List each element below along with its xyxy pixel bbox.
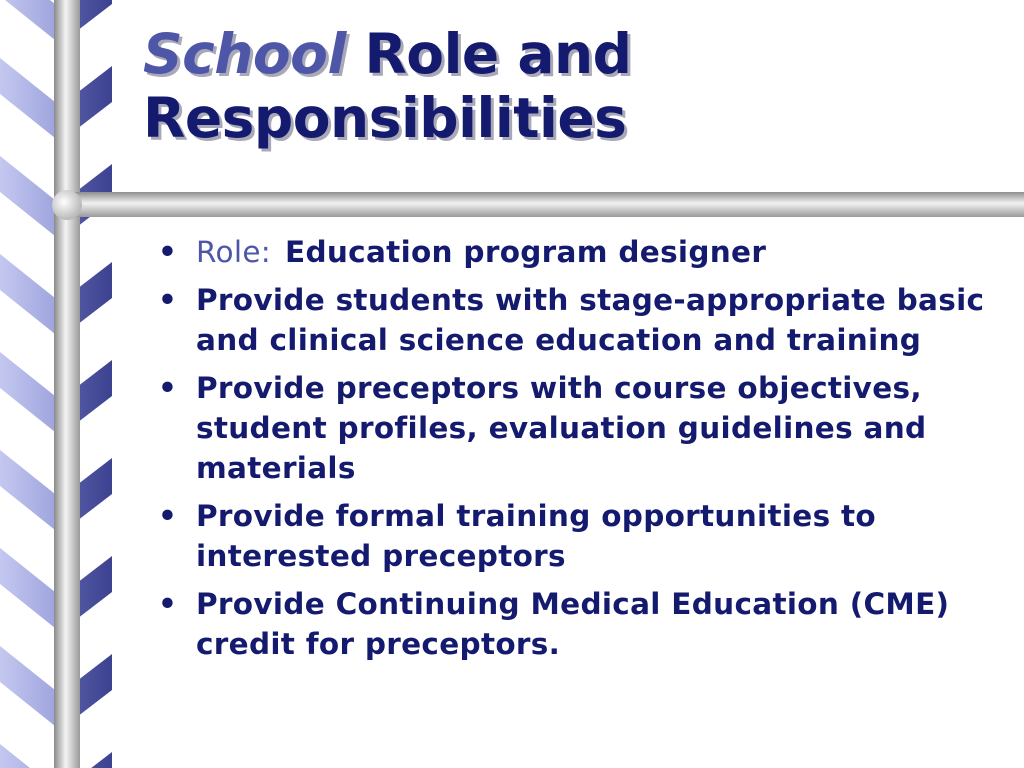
ribbon-segment-light <box>0 352 60 436</box>
bullet-text: Education program designer <box>285 235 767 269</box>
bullet-dot: • <box>158 587 178 621</box>
bullet-dot: • <box>158 235 178 269</box>
ribbon-segment-light <box>0 744 60 768</box>
bullet-dot: • <box>158 371 178 405</box>
horizontal-divider-bar <box>64 192 1024 217</box>
title-italic-word: School <box>143 22 346 86</box>
bullet-item-cme <box>158 584 988 664</box>
ribbon-segment-light <box>0 58 60 142</box>
title-rest: Role and Responsibilities <box>143 22 632 150</box>
bullet-item-training <box>158 496 988 576</box>
ribbon-segment-light <box>0 156 60 240</box>
bullet-text: Provide Continuing Medical Education (CME) credit for preceptors. <box>196 587 950 661</box>
ribbon-segment-light <box>0 548 60 632</box>
ribbon-segment-light <box>0 450 60 534</box>
vertical-pole <box>54 0 80 768</box>
bullet-text: Provide preceptors with course objectives, student profiles, evaluation guidelines and materials <box>196 371 927 485</box>
bullet-item-students <box>158 280 988 360</box>
bullet-list <box>158 232 988 672</box>
ribbon-segment-light <box>0 0 60 44</box>
bullet-text: Provide formal training opportunities to interested preceptors <box>196 499 876 573</box>
ribbon-segment-light <box>0 646 60 730</box>
bullet-lead: Role: <box>196 235 272 269</box>
ribbon-segment-light <box>0 254 60 338</box>
slide-title <box>143 22 783 150</box>
bullet-item-preceptors <box>158 368 988 488</box>
bullet-text: Provide students with stage-appropriate basic and clinical science education and training <box>196 283 985 357</box>
bullet-item-role <box>158 232 988 272</box>
bullet-dot: • <box>158 283 178 317</box>
bullet-dot: • <box>158 499 178 533</box>
pole-joint-knob <box>52 190 82 220</box>
